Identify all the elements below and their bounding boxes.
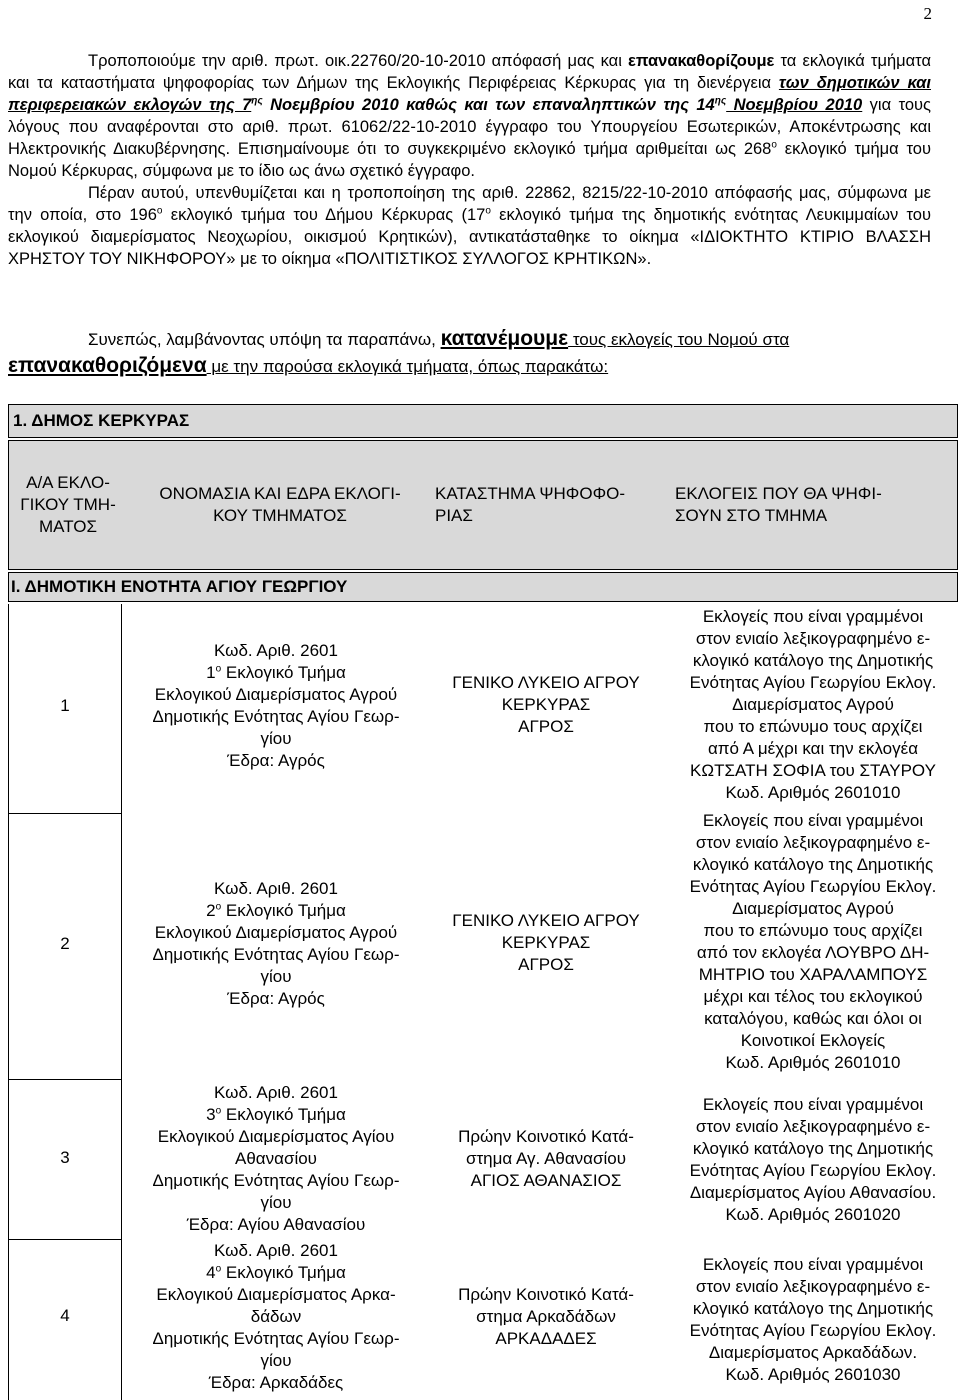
section-name: [128, 878, 424, 1010]
header-voters: [675, 441, 955, 569]
section-name: [128, 1082, 424, 1236]
header-label: ΚΑΤΑΣΤΗΜΑ ΨΗΦΟΦΟ- ΡΙΑΣ: [435, 484, 626, 525]
section-code: Κωδ. Αριθ. 2601: [214, 879, 338, 898]
text-span-bold-italic: των δημοτικών και περιφερειακών εκλογών της 7: [8, 74, 931, 114]
paragraph-amendment: [8, 50, 931, 182]
section-details: Εκλογικό Τμήμα Εκλογικού Διαμερίσματος Αρκα- δάδων Δημοτικής Ενότητας Αγίου Γεωρ- γίου Έδρα: Αρκαδάδες: [152, 1263, 400, 1392]
superscript: ο: [215, 901, 222, 913]
section-details: Εκλογικό Τμήμα Εκλογικού Διαμερίσματος Αγρού Δημοτικής Ενότητας Αγίου Γεωρ- γίου Έδρα: Αγρός: [152, 901, 400, 1008]
table-header: [8, 440, 958, 570]
text-span: Συνεπώς, λαμβάνοντας υπόψη τα παραπάνω,: [88, 330, 441, 349]
voters-description: Εκλογείς που είναι γραμμένοι στον ενιαίο λεξικογραφημένο ε- κλογικό κατάλογο της Δημοτικής Ενότητας Αγίου Γεωργίου Εκλογ. Διαμερίσματος Αρκαδάδων. Κωδ. Αριθμός 2601030: [689, 1255, 937, 1384]
polling-station: ΓΕΝΙΚΟ ΛΥΚΕΙΟ ΑΓΡΟΥ ΚΕΡΚΥΡΑΣ ΑΓΡΟΣ: [452, 911, 640, 974]
row-number: 3: [60, 1148, 70, 1167]
header-section-number: [9, 441, 127, 569]
municipality-heading: 1. ΔΗΜΟΣ ΚΕΡΚΥΡΑΣ: [8, 404, 958, 438]
superscript: ης: [251, 95, 263, 107]
voters-description: Εκλογείς που είναι γραμμένοι στον ενιαίο λεξικογραφημένο ε- κλογικό κατάλογο της Δημοτικής Ενότητας Αγίου Γεωργίου Εκλογ. Διαμερίσματος Αγρού που το επώνυμο τους αρχίζει από τον εκλογέα ΛΟΥΒΡΟ ΔΗ- ΜΗΤΡΙΟ του ΧΑΡΑΛΑΜΠΟΥΣ μέχρι και τέλος του εκλογικού καταλόγου, καθώς και όλοι οι Κοινοτικοί Εκλογείς Κωδ. Αριθμός 2601010: [689, 811, 937, 1072]
row-number: 4: [60, 1306, 70, 1325]
header-label: ΕΚΛΟΓΕΙΣ ΠΟΥ ΘΑ ΨΗΦΙ- ΣΟΥΝ ΣΤΟ ΤΜΗΜΑ: [675, 484, 882, 525]
text-span-bold-italic: Νοεμβρίου 2010 καθώς και των επαναληπτικών της 14: [262, 96, 715, 114]
text-span: εκλογικό τμήμα του Νομού Κέρκυρας, σύμφωνα με το ίδιο ως άνω σχετικό έγγραφο.: [8, 140, 931, 180]
text-span-bold-italic: Νοεμβρίου 2010: [726, 96, 863, 114]
section-details: Εκλογικό Τμήμα Εκλογικού Διαμερίσματος Αγίου Αθανασίου Δημοτικής Ενότητας Αγίου Γεωρ- γίου Έδρα: Αγίου Αθανασίου: [152, 1105, 400, 1234]
superscript: ο: [215, 1105, 222, 1117]
text-span: τους εκλογείς του Νομού στα: [568, 330, 790, 349]
section-ordinal: 1: [206, 663, 216, 682]
section-details: Εκλογικό Τμήμα Εκλογικού Διαμερίσματος Αγρού Δημοτικής Ενότητας Αγίου Γεωρ- γίου Έδρα: Αγρός: [152, 663, 400, 770]
text-span: με την παρούσα εκλογικά τμήματα, όπως παρακάτω:: [206, 357, 609, 376]
text-span: τα εκλογικά τμήματα και τα καταστήματα ψηφοφορίας των Δήμων της Εκλογικής Περιφέρειας Κέρκυρας για τη διενέργεια: [8, 52, 931, 92]
polling-station: Πρώην Κοινοτικό Κατά- στημα Αγ. Αθανασίου ΑΓΙΟΣ ΑΘΑΝΑΣΙΟΣ: [458, 1127, 634, 1190]
header-polling-station: [435, 441, 671, 569]
row-number: 2: [60, 934, 70, 953]
unit-heading: Ι. ΔΗΜΟΤΙΚΗ ΕΝΟΤΗΤΑ ΑΓΙΟΥ ΓΕΩΡΓΙΟΥ: [8, 572, 958, 602]
polling-station: Πρώην Κοινοτικό Κατά- στημα Αρκαδάδων ΑΡΚΑΔΑΔΕΣ: [458, 1285, 634, 1348]
paragraph-reminder: [8, 182, 931, 270]
paragraph-decision: [8, 326, 931, 380]
superscript: ο: [485, 205, 491, 217]
superscript: ης: [714, 95, 727, 107]
section-code: Κωδ. Αριθ. 2601: [214, 1083, 338, 1102]
section-code: Κωδ. Αριθ. 2601: [214, 641, 338, 660]
text-span-bold: επανακαθορίζουμε: [628, 52, 775, 70]
row-number: 1: [60, 696, 70, 715]
intro-text: [8, 50, 931, 270]
header-label: Α/Α ΕΚΛΟ- ΓΙΚΟΥ ΤΜΗ- ΜΑΤΟΣ: [20, 473, 116, 536]
header-section-name: [131, 441, 429, 569]
page-number: 2: [923, 4, 932, 23]
section-name: [128, 1240, 424, 1394]
text-span: Πέραν αυτού, υπενθυμίζεται και η τροποποίηση της αριθ. 22862, 8215/22-10-2010 απόφασής μας, σύμφωνα με την οποία, στο 196: [8, 184, 931, 224]
polling-station: ΓΕΝΙΚΟ ΛΥΚΕΙΟ ΑΓΡΟΥ ΚΕΡΚΥΡΑΣ ΑΓΡΟΣ: [452, 673, 640, 736]
superscript: ο: [215, 1263, 222, 1275]
text-span-emphasis: κατανέμουμε: [440, 327, 569, 350]
voters-description: Εκλογείς που είναι γραμμένοι στον ενιαίο λεξικογραφημένο ε- κλογικό κατάλογο της Δημοτικής Ενότητας Αγίου Γεωργίου Εκλογ. Διαμερίσματος Αγίου Αθανασίου. Κωδ. Αριθμός 2601020: [689, 1095, 937, 1224]
text-span: εκλογικό τμήμα του Δήμου Κέρκυρας (17: [162, 206, 486, 224]
superscript: ο: [771, 139, 777, 151]
section-ordinal: 4: [206, 1263, 216, 1282]
text-span: Τροποποιούμε την αριθ. πρωτ. οικ.22760/20-10-2010 απόφασή μας και: [88, 52, 629, 70]
superscript: ο: [215, 663, 222, 675]
voters-description: Εκλογείς που είναι γραμμένοι στον ενιαίο λεξικογραφημένο ε- κλογικό κατάλογο της Δημοτικής Ενότητας Αγίου Γεωργίου Εκλογ. Διαμερίσματος Αγρού που το επώνυμο τους αρχίζει από Α μέχρι και την εκλογέα ΚΩΤΣΑΤΗ ΣΟΦΙΑ του ΣΤΑΥΡΟΥ Κωδ. Αριθμός 2601010: [689, 607, 937, 802]
section-ordinal: 3: [206, 1105, 216, 1124]
text-span: για τους λόγους που αναφέρονται στο αριθ. πρωτ. 61062/22-10-2010 έγγραφο του Υπουργείου Εσωτερικών, Αποκέντρωσης και Ηλεκτρονικής Διακυβέρνησης. Επισημαίνουμε ότι το συγκεκριμένο εκλογικό τμήμα αριθμείται ως 268: [8, 96, 932, 158]
superscript: ο: [156, 205, 163, 217]
section-ordinal: 2: [206, 901, 216, 920]
header-label: ΟΝΟΜΑΣΙΑ ΚΑΙ ΕΔΡΑ ΕΚΛΟΓΙ- ΚΟΥ ΤΜΗΜΑΤΟΣ: [159, 484, 401, 525]
section-name: [128, 640, 424, 772]
text-span: εκλογικό τμήμα της δημοτικής ενότητας Λευκιμμαίων του εκλογικού διαμερίσματος Νεοχωρίου, οικισμού Κρητικών), αντικατάσταθηκε το οίκημα «ΙΔΙΟΚΤΗΤΟ ΚΤΙΡΙΟ ΒΛΑΣΣΗ ΧΡΗΣΤΟΥ ΤΟΥ ΝΙΚΗΦΟΡΟΥ» με το οίκημα «ΠΟΛΙΤΙΣΤΙΚΟΣ ΣΥΛΛΟΓΟΣ ΚΡΗΤΙΚΩΝ».: [8, 206, 932, 268]
text-span-emphasis: επανακαθοριζόμενα: [8, 354, 207, 377]
section-code: Κωδ. Αριθ. 2601: [214, 1241, 338, 1260]
